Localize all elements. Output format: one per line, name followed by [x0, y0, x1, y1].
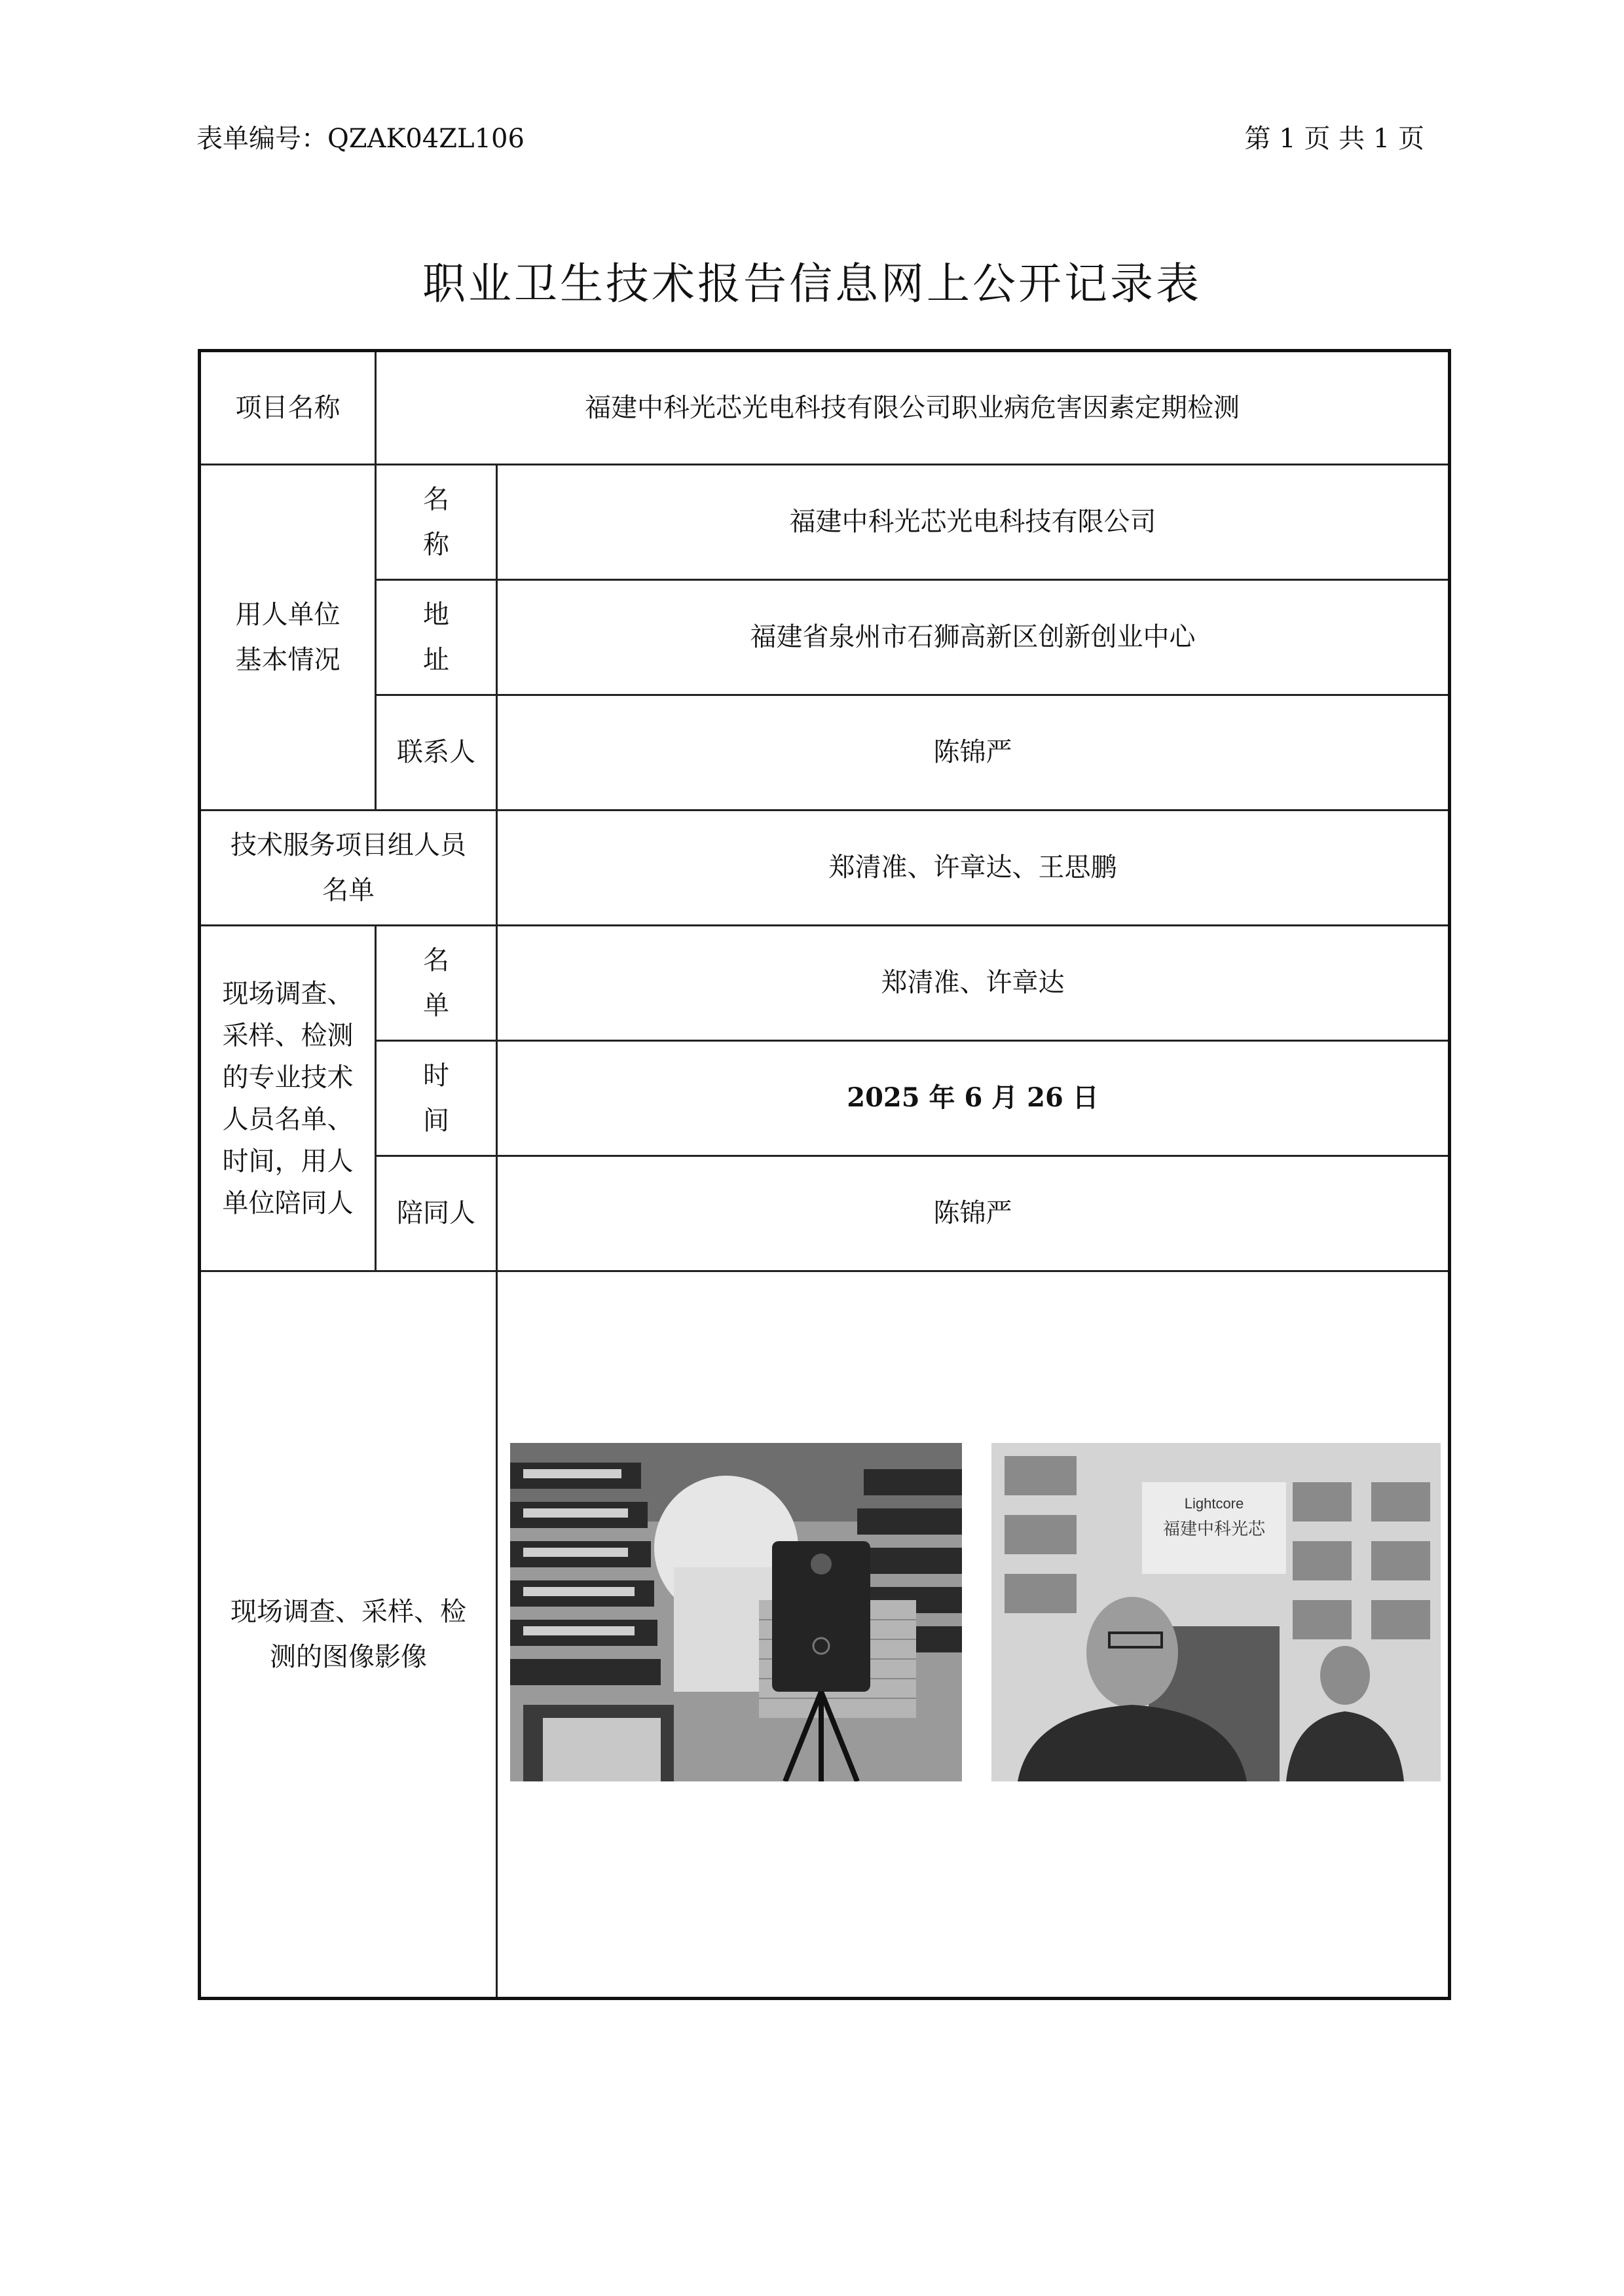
project-name-label: 项目名称	[235, 392, 341, 423]
employer-info-label: 用人单位 基本情况	[235, 599, 341, 675]
escort-value: 陈锦严	[933, 1198, 1012, 1229]
record-form	[198, 349, 1451, 2000]
company-name-value: 福建中科光芯光电科技有限公司	[789, 507, 1156, 538]
staff-list-label: 名 单	[423, 945, 475, 1021]
sampling-photo	[510, 1443, 962, 1781]
team-members-label: 技术服务项目组人员 名单	[231, 829, 466, 905]
team-members-value: 郑清准、许章达、王思鹏	[828, 852, 1117, 883]
time-value: 2025 年 6 月 26 日	[847, 1082, 1099, 1114]
page-title: 职业卫生技术报告信息网上公开记录表	[422, 259, 1202, 309]
site-images-label: 现场调查、采样、检 测的图像影像	[231, 1596, 466, 1672]
escort-label: 陪同人	[397, 1198, 475, 1229]
site-visit-photo-image	[991, 1443, 1441, 1781]
time-label: 时 间	[423, 1060, 475, 1136]
contact-label: 联系人	[397, 737, 475, 768]
site-visit-photo	[991, 1443, 1441, 1781]
address-value: 福建省泉州市石狮高新区创新创业中心	[750, 622, 1196, 653]
project-name-value: 福建中科光芯光电科技有限公司职业病危害因素定期检测	[585, 392, 1240, 423]
sampling-photo-image	[510, 1443, 962, 1781]
company-name-label: 名 称	[423, 484, 475, 560]
contact-value: 陈锦严	[933, 737, 1012, 768]
address-label: 地 址	[423, 599, 475, 675]
form-number: 表单编号：QZAK04ZL106	[196, 124, 525, 154]
field-survey-label: 现场调查、 采样、检测 的专业技术 人员名单、 时间，用人 单位陪同人	[222, 978, 354, 1218]
building-sign-text-2: 福建中科光芯	[1162, 1520, 1266, 1539]
staff-list-value: 郑清准、许章达	[881, 968, 1065, 998]
building-sign-text-1: Lightcore	[1184, 1495, 1244, 1512]
page-indicator: 第 1 页 共 1 页	[1244, 124, 1424, 154]
